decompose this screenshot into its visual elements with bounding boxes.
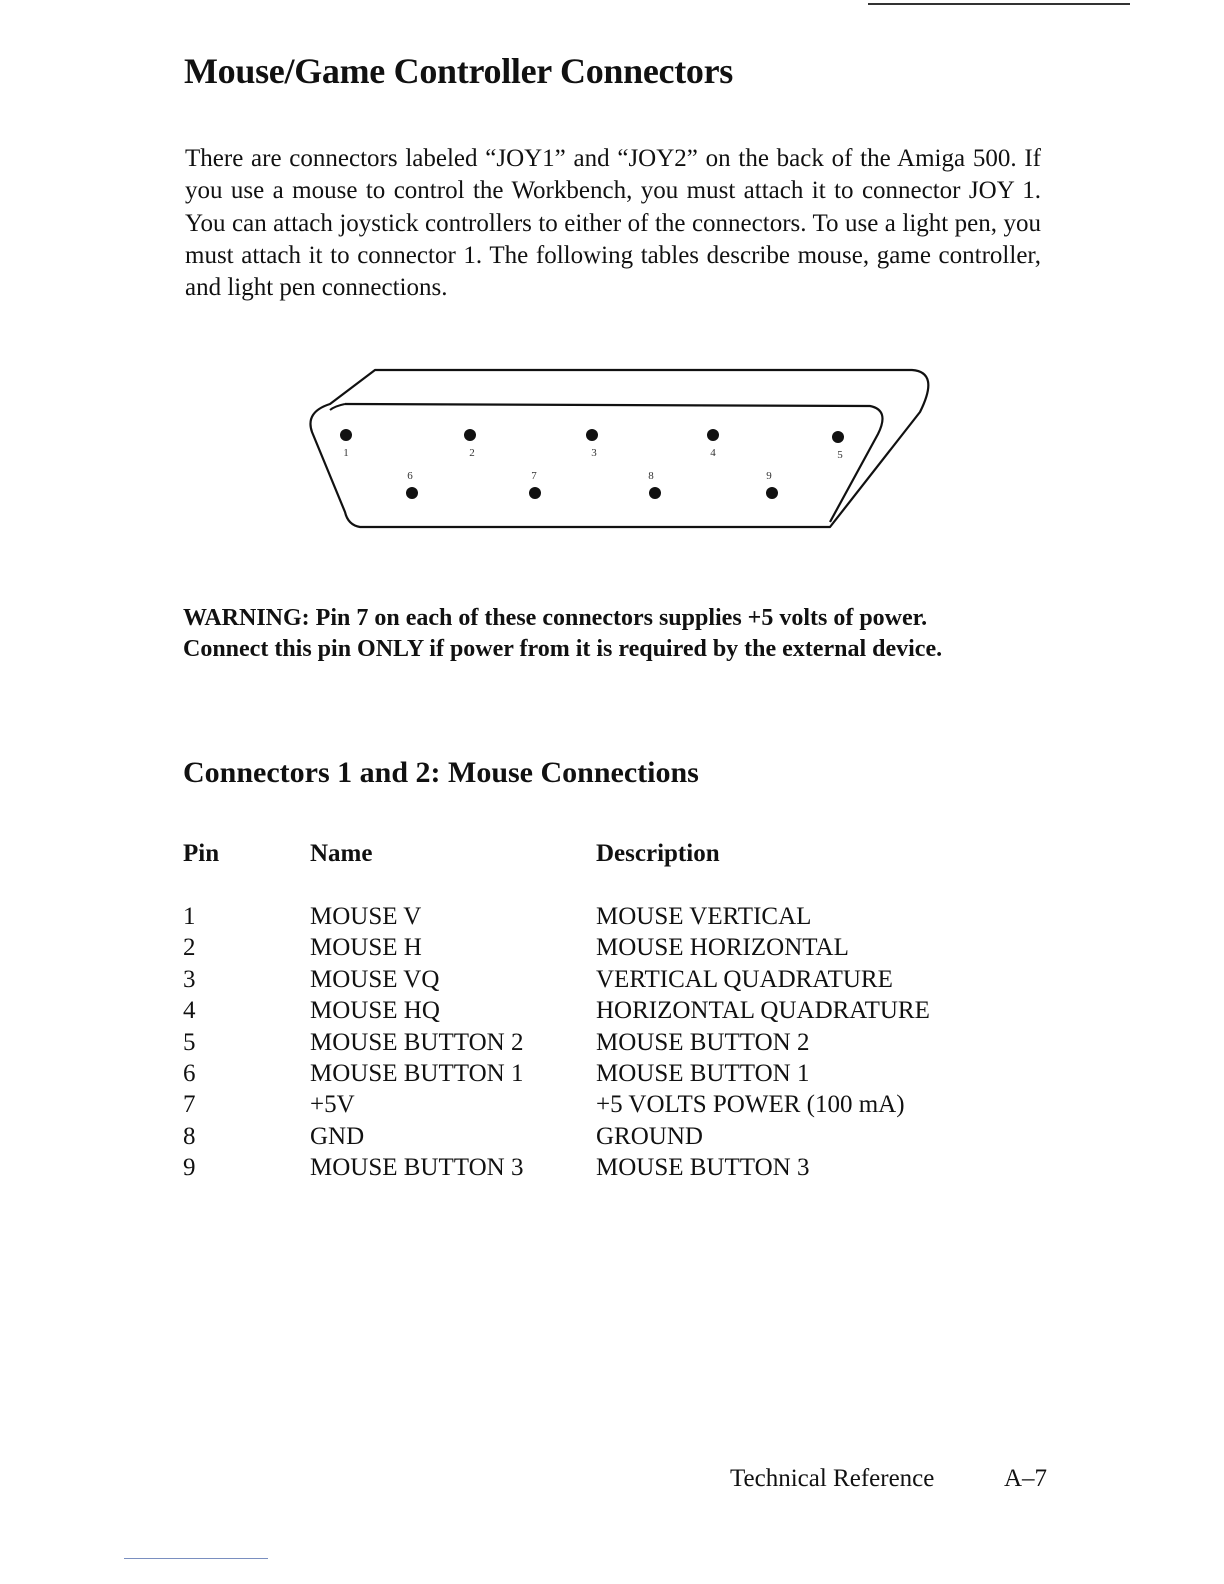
table-body [183, 903, 983, 1186]
table-header-row [183, 840, 983, 876]
cell-name: +5V [310, 1091, 355, 1119]
cell-name: MOUSE BUTTON 1 [310, 1059, 524, 1087]
cell-pin: 2 [183, 934, 196, 962]
cell-name: MOUSE HQ [310, 997, 440, 1025]
pin-label-2: 2 [469, 447, 475, 459]
column-header-name: Name [310, 840, 373, 867]
cell-name: MOUSE BUTTON 2 [310, 1028, 524, 1056]
column-header-description: Description [596, 840, 720, 867]
connector-inner-left [330, 404, 345, 410]
connector-outer-shell [310, 370, 928, 527]
pin-label-8: 8 [648, 470, 654, 482]
cell-pin: 7 [183, 1091, 196, 1119]
cell-pin: 9 [183, 1154, 196, 1182]
cell-description: MOUSE VERTICAL [596, 903, 812, 930]
pin-2-dot [464, 429, 476, 441]
intro-paragraph: There are connectors labeled “JOY1” and “JOY2” on the back of the Amiga 500. If you use a mouse to control the Workbench, you must attach it to connector JOY 1. You can attach joystick controllers to either of the connectors. To use a light pen, you must attach it to connector 1. The following tables describe mouse, game controller, and light pen connections. [185, 145, 1041, 302]
table-row [183, 1154, 983, 1185]
cell-name: MOUSE V [310, 903, 422, 930]
table-row [183, 1029, 983, 1060]
column-header-pin: Pin [183, 840, 220, 867]
cell-description: +5 VOLTS POWER (100 mA) [596, 1091, 905, 1119]
table-row [183, 1091, 983, 1122]
connector-inner-face [345, 404, 883, 522]
pin-label-7: 7 [531, 470, 537, 482]
cell-description: GROUND [596, 1122, 703, 1150]
cell-description: MOUSE HORIZONTAL [596, 934, 849, 962]
cell-description: MOUSE BUTTON 3 [596, 1154, 810, 1182]
pin-7-dot [529, 487, 541, 499]
table-heading: Connectors 1 and 2: Mouse Connections [183, 756, 699, 789]
table-row [183, 997, 983, 1028]
bottom-rule [124, 1558, 268, 1559]
warning-line-1: WARNING: Pin 7 on each of these connectors supplies +5 volts of power. [183, 605, 928, 631]
table-row [183, 1123, 983, 1154]
table-row [183, 966, 983, 997]
pin-label-6: 6 [407, 470, 413, 482]
pin-9-dot [766, 487, 778, 499]
table-row [183, 1060, 983, 1091]
table-row [183, 934, 983, 965]
pin-label-4: 4 [710, 447, 716, 459]
pin-label-9: 9 [766, 470, 772, 482]
cell-name: GND [310, 1122, 365, 1150]
cell-description: HORIZONTAL QUADRATURE [596, 997, 930, 1025]
pin-label-1: 1 [343, 447, 349, 459]
cell-name: MOUSE H [310, 934, 422, 962]
page-title: Mouse/Game Controller Connectors [184, 51, 733, 91]
pin-3-dot [586, 429, 598, 441]
pin-label-5: 5 [837, 449, 843, 461]
cell-pin: 5 [183, 1028, 196, 1056]
cell-pin: 8 [183, 1122, 196, 1150]
db9-connector-diagram [300, 362, 940, 542]
footer-page-number: A–7 [1004, 1465, 1048, 1492]
cell-pin: 4 [183, 997, 196, 1025]
cell-name: MOUSE VQ [310, 965, 440, 993]
warning-block [183, 603, 1053, 665]
pin-4-dot [707, 429, 719, 441]
pin-1-dot [340, 429, 352, 441]
warning-line-2: Connect this pin ONLY if power from it is required by the external device. [183, 636, 943, 662]
cell-description: MOUSE BUTTON 2 [596, 1028, 810, 1056]
cell-description: MOUSE BUTTON 1 [596, 1059, 810, 1087]
pin-6-dot [406, 487, 418, 499]
pin-5-dot [832, 431, 844, 443]
footer-section-title: Technical Reference [730, 1465, 935, 1492]
pin-label-3: 3 [591, 447, 597, 459]
pin-8-dot [649, 487, 661, 499]
cell-name: MOUSE BUTTON 3 [310, 1154, 524, 1182]
cell-pin: 1 [183, 903, 196, 930]
table-row [183, 903, 983, 934]
cell-pin: 3 [183, 965, 196, 993]
mouse-connections-table [183, 840, 983, 1186]
cell-description: VERTICAL QUADRATURE [596, 965, 893, 993]
cell-pin: 6 [183, 1059, 196, 1087]
top-rule [868, 3, 1130, 5]
